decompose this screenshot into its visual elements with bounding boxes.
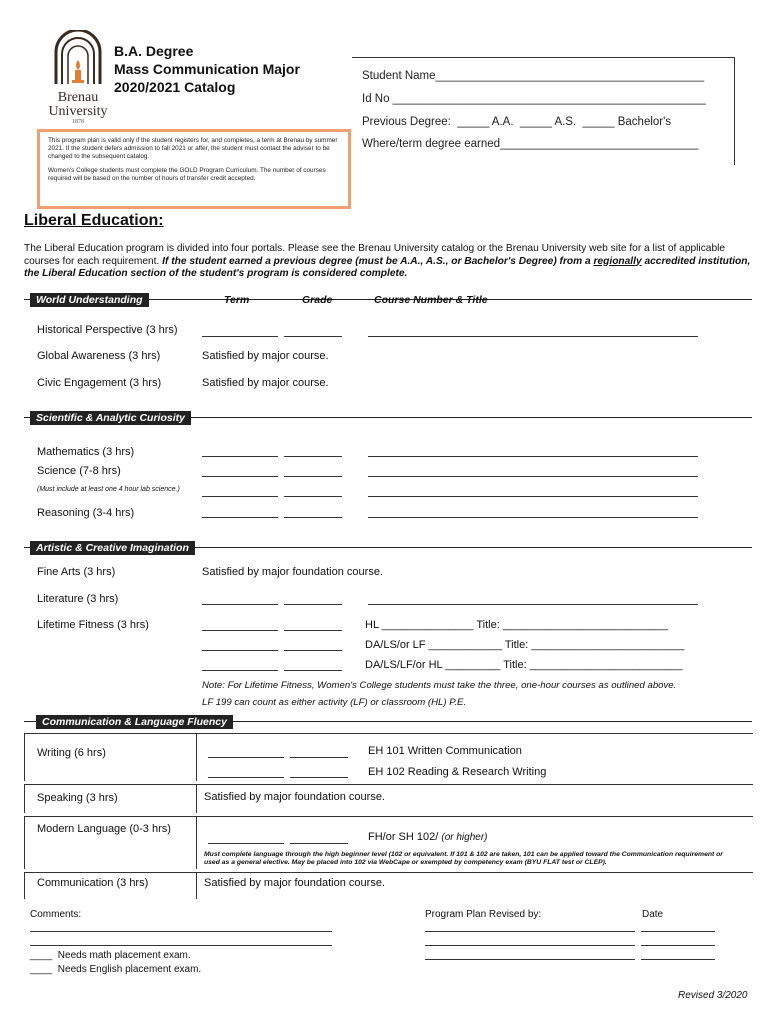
fine-arts-value: Satisfied by major foundation course. bbox=[202, 566, 383, 578]
communication-label: Communication (3 hrs) bbox=[37, 877, 149, 889]
science-lab-note: (Must include at least one 4 hour lab science.) bbox=[37, 486, 180, 493]
date-line[interactable] bbox=[641, 945, 715, 946]
eh102-course: EH 102 Reading & Research Writing bbox=[368, 766, 547, 778]
speaking-value: Satisfied by major foundation course. bbox=[204, 791, 385, 803]
course-line[interactable] bbox=[368, 456, 698, 457]
logo-word-brenau: Brenau bbox=[57, 90, 99, 105]
brenau-logo bbox=[46, 30, 110, 125]
global-awareness-value: Satisfied by major course. bbox=[202, 350, 329, 362]
term-line[interactable] bbox=[202, 604, 278, 605]
logo-year: 1878 bbox=[72, 119, 84, 125]
previous-degree-field[interactable]: Previous Degree: _____ A.A. _____ A.S. _____ Bachelor's bbox=[362, 116, 672, 128]
revised-by-line[interactable] bbox=[425, 931, 635, 932]
degree-earned-field[interactable]: Where/term degree earned_______________________________ bbox=[362, 138, 699, 150]
civic-engagement-value: Satisfied by major course. bbox=[202, 377, 329, 389]
intro-plain: The Liberal Education program is divided into four portals. Please see the Brenau University catalog or the Brenau University web site for a list of applicable courses for each requirement. bbox=[24, 243, 726, 267]
grade-line[interactable] bbox=[290, 757, 348, 758]
dalslf-course-line[interactable]: DA/LS/LF/or HL _________ Title: _________________________ bbox=[365, 659, 683, 671]
intro-bold: If the student earned a previous degree (must be A.A., A.S., or Bachelor's Degree) from a bbox=[162, 255, 594, 267]
term-line[interactable] bbox=[202, 336, 278, 337]
communication-value: Satisfied by major foundation course. bbox=[204, 877, 385, 889]
grade-line[interactable] bbox=[284, 630, 342, 631]
revised-date: Revised 3/2020 bbox=[678, 990, 748, 1001]
grade-line[interactable] bbox=[284, 604, 342, 605]
grade-line[interactable] bbox=[284, 650, 342, 651]
fh-higher: (or higher) bbox=[441, 832, 488, 843]
fh-course bbox=[368, 831, 488, 843]
liberal-education-heading: Liberal Education: bbox=[24, 212, 164, 229]
column-grade: Grade bbox=[302, 294, 333, 306]
term-line[interactable] bbox=[202, 670, 278, 671]
grade-line[interactable] bbox=[284, 517, 342, 518]
language-note: Must complete language through the high beginner level (102 or equivalent. If 101 & 102 are taken, 101 can be applied toward the Communication requirement or used as a general elective. May be placed into 102 via WebCape or exempted by competency exam (BYU FLAT test or CLEP). bbox=[204, 851, 723, 866]
term-line[interactable] bbox=[208, 757, 284, 758]
hl-course-line[interactable]: HL _______________ Title: ___________________________ bbox=[365, 619, 668, 631]
grade-line[interactable] bbox=[290, 777, 348, 778]
liberal-education-intro bbox=[24, 243, 752, 281]
writing-label: Writing (6 hrs) bbox=[37, 747, 106, 759]
column-term: Term bbox=[224, 294, 250, 306]
term-line[interactable] bbox=[208, 777, 284, 778]
revised-by-line[interactable] bbox=[425, 945, 635, 946]
section-scientific-curiosity: Scientific & Analytic Curiosity bbox=[30, 411, 191, 425]
title-line-catalog: 2020/2021 Catalog bbox=[114, 79, 236, 95]
science-label: Science (7-8 hrs) bbox=[37, 465, 121, 477]
column-course: Course Number & Title bbox=[374, 294, 488, 306]
intro-bold-2: accredited institution, the Liberal Education section of the student's program is considered complete. bbox=[24, 255, 751, 279]
course-line[interactable] bbox=[368, 336, 698, 337]
dals-course-line[interactable]: DA/LS/or LF ____________ Title: _________________________ bbox=[365, 639, 685, 651]
logo-word-university: University bbox=[48, 104, 108, 119]
course-line[interactable] bbox=[368, 604, 698, 605]
term-line[interactable] bbox=[208, 843, 284, 844]
notice-validity: This program plan is valid only if the student registers for, and completes, a term at Brenau by summer 2021. If the student defers admission to fall 2021 or after, the student must contact the adviser to be changed to the subsequent catalog. bbox=[48, 137, 338, 160]
section-communication-fluency: Communication & Language Fluency bbox=[36, 715, 233, 729]
comments-label: Comments: bbox=[30, 909, 82, 920]
comments-line[interactable] bbox=[30, 931, 332, 932]
modern-language-label: Modern Language (0-3 hrs) bbox=[37, 823, 171, 835]
date-line[interactable] bbox=[641, 931, 715, 932]
term-line[interactable] bbox=[202, 650, 278, 651]
title-line-major: Mass Communication Major bbox=[114, 61, 300, 77]
literature-label: Literature (3 hrs) bbox=[37, 593, 119, 605]
eh101-course: EH 101 Written Communication bbox=[368, 745, 522, 757]
comments-line[interactable] bbox=[30, 945, 332, 946]
catalog-notice-box bbox=[37, 129, 351, 209]
section-world-understanding: World Understanding bbox=[30, 293, 149, 307]
fine-arts-label: Fine Arts (3 hrs) bbox=[37, 566, 116, 578]
term-line[interactable] bbox=[202, 456, 278, 457]
lifetime-fitness-label: Lifetime Fitness (3 hrs) bbox=[37, 619, 149, 631]
student-info-box bbox=[352, 57, 735, 165]
grade-line[interactable] bbox=[284, 456, 342, 457]
course-line[interactable] bbox=[368, 496, 698, 497]
mathematics-label: Mathematics (3 hrs) bbox=[37, 446, 135, 458]
revised-by-label: Program Plan Revised by: bbox=[425, 909, 542, 920]
fitness-note: Note: For Lifetime Fitness, Women's College students must take the three, one-hour courses as outlined above. bbox=[202, 680, 677, 691]
historical-perspective-label: Historical Perspective (3 hrs) bbox=[37, 324, 178, 336]
grade-line[interactable] bbox=[284, 496, 342, 497]
grade-line[interactable] bbox=[284, 670, 342, 671]
reasoning-label: Reasoning (3-4 hrs) bbox=[37, 507, 135, 519]
term-line[interactable] bbox=[202, 630, 278, 631]
grade-line[interactable] bbox=[290, 843, 348, 844]
speaking-label: Speaking (3 hrs) bbox=[37, 792, 118, 804]
fh-course-text: FH/or SH 102/ bbox=[368, 831, 442, 843]
date-label: Date bbox=[642, 909, 664, 920]
date-line[interactable] bbox=[641, 959, 715, 960]
term-line[interactable] bbox=[202, 517, 278, 518]
revised-by-line[interactable] bbox=[425, 959, 635, 960]
student-name-field[interactable]: Student Name__________________________________________ bbox=[362, 70, 705, 82]
term-line[interactable] bbox=[202, 496, 278, 497]
civic-engagement-label: Civic Engagement (3 hrs) bbox=[37, 377, 162, 389]
course-line[interactable] bbox=[368, 517, 698, 518]
arch-icon bbox=[46, 30, 110, 86]
intro-underline: regionally bbox=[593, 255, 642, 267]
grade-line[interactable] bbox=[284, 476, 342, 477]
notice-womens-college: Women's College students must complete the GOLD Program Curriculum. The number of courses required will be based on the number of hours of transfer credit accepted. bbox=[48, 167, 326, 182]
page-title bbox=[114, 42, 300, 96]
title-line-degree: B.A. Degree bbox=[114, 43, 194, 59]
english-placement-check[interactable]: ____ Needs English placement exam. bbox=[30, 964, 202, 975]
global-awareness-label: Global Awareness (3 hrs) bbox=[37, 350, 161, 362]
lf199-note: LF 199 can count as either activity (LF) or classroom (HL) P.E. bbox=[202, 697, 467, 708]
term-line[interactable] bbox=[202, 476, 278, 477]
section-artistic-imagination: Artistic & Creative Imagination bbox=[30, 541, 195, 555]
grade-line[interactable] bbox=[284, 336, 342, 337]
course-line[interactable] bbox=[368, 476, 698, 477]
math-placement-check[interactable]: ____ Needs math placement exam. bbox=[30, 950, 191, 961]
id-number-field[interactable]: Id No _________________________________________________ bbox=[362, 93, 707, 105]
